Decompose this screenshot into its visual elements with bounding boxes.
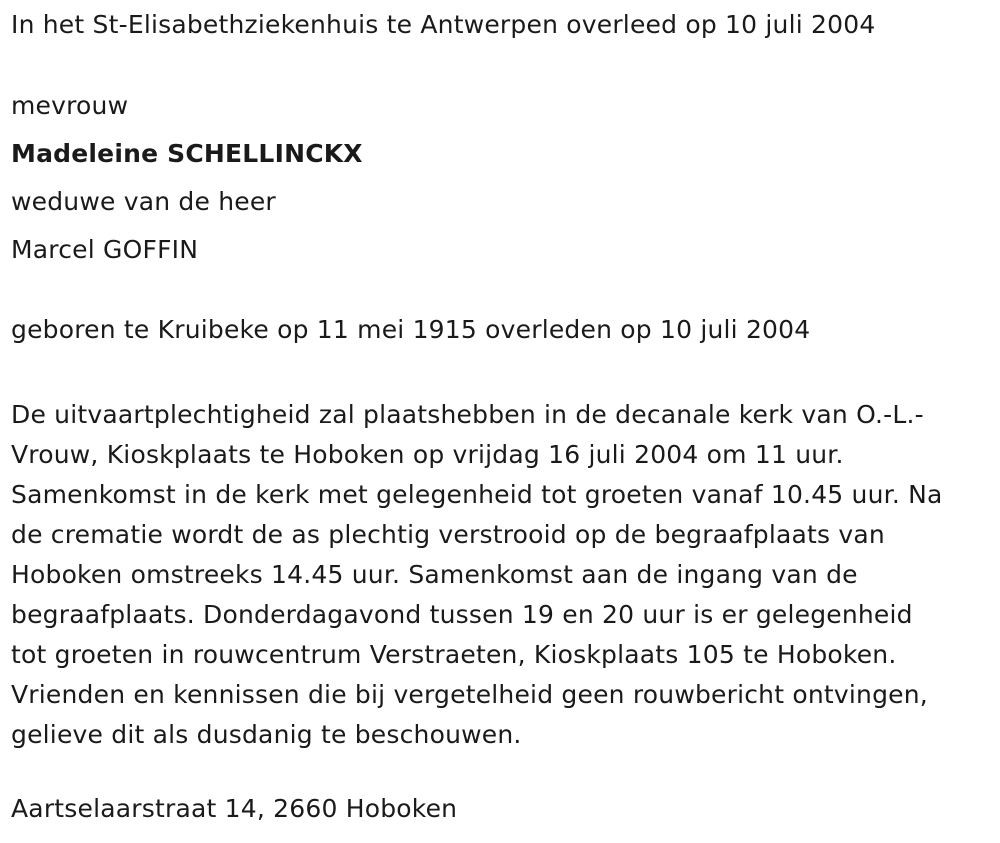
details-line: gelieve dit als dusdanig te beschouwen. [11, 720, 522, 749]
funeral-details [11, 395, 993, 755]
details-line: De uitvaartplechtigheid zal plaatshebben in de decanale kerk van O.-L.- [11, 400, 924, 429]
address-text: Aartselaarstraat 14, 2660 Hoboken [11, 794, 458, 823]
details-line: Vrienden en kennissen die bij vergetelheid geen rouwbericht ontvingen, [11, 680, 928, 709]
details-line: de crematie wordt de as plechtig verstrooid op de begraafplaats van [11, 520, 885, 549]
spouse-name: Marcel GOFFIN [11, 235, 199, 264]
relation-text: weduwe van de heer [11, 187, 276, 216]
salutation: mevrouw [11, 91, 129, 120]
details-line: Vrouw, Kioskplaats te Hoboken op vrijdag 16 juli 2004 om 11 uur. [11, 440, 844, 469]
details-line: tot groeten in rouwcentrum Verstraeten, Kioskplaats 105 te Hoboken. [11, 640, 897, 669]
intro-text: In het St-Elisabethziekenhuis te Antwerpen overleed op 10 juli 2004 [11, 10, 876, 39]
details-line: Samenkomst in de kerk met gelegenheid tot groeten vanaf 10.45 uur. Na [11, 480, 943, 509]
details-line: begraafplaats. Donderdagavond tussen 19 en 20 uur is er gelegenheid [11, 600, 913, 629]
birth-death-text: geboren te Kruibeke op 11 mei 1915 overleden op 10 juli 2004 [11, 315, 811, 344]
details-line: Hoboken omstreeks 14.45 uur. Samenkomst aan de ingang van de [11, 560, 858, 589]
deceased-name: Madeleine SCHELLINCKX [11, 139, 363, 168]
